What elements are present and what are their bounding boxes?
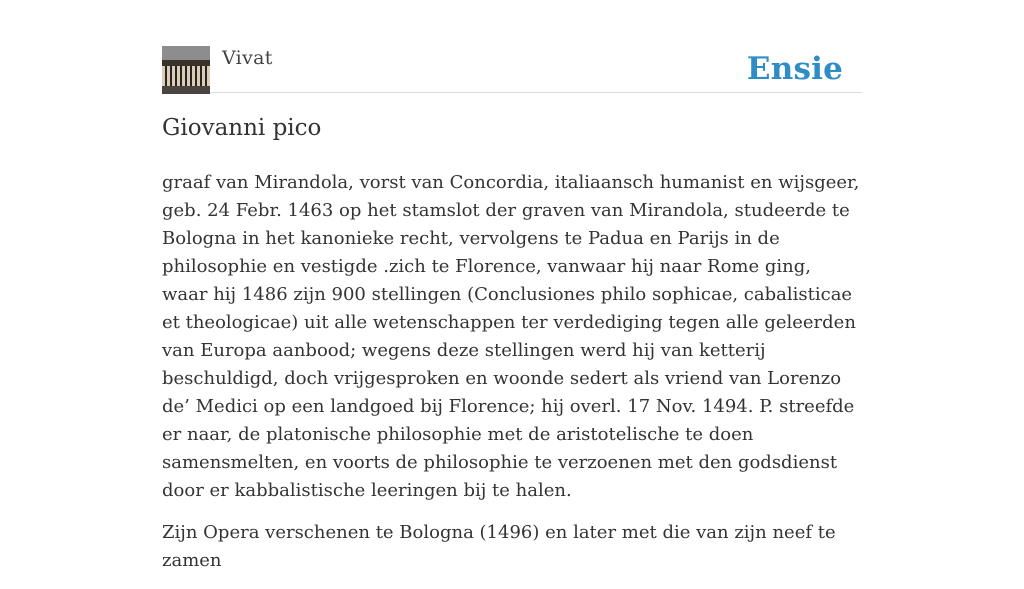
article-paragraph: graaf van Mirandola, vorst van Concordia, italiaansch humanist en wijsgeer, geb. 24 Febr. 1463 op het stamslot der graven van Mirandola, studeerde te Bologna in het kanonieke recht, vervolgens te Padua en Parijs in de philosophie en vestigde .zich te Florence, vanwaar hij naar Rome ging, waar hij 1486 zijn 900 stellingen (Conclusiones philo sophicae, cabalisticae et theologicae) uit alle wetenschappen ter verdediging tegen alle geleerden van Europa aanbood; wegens deze stellingen werd hij van ketterij beschuldigd, doch vrijgesproken en woonde sedert als vriend van Lorenzo de’ Medici op een landgoed bij Florence; hij overl. 17 Nov. 1494. P. streefde er naar, de platonische philosophie met de aristotelische te doen samensmelten, en voorts de philosophie te verzoenen met den godsdienst door er kabbalistische leeringen bij te halen. xyxy=(162,172,860,501)
avatar-image xyxy=(162,46,210,94)
article-body xyxy=(162,169,862,589)
header xyxy=(162,46,862,93)
author-avatar[interactable] xyxy=(162,46,210,94)
author-name[interactable]: Vivat xyxy=(222,47,273,69)
article-paragraph: Zijn Opera verschenen te Bologna (1496) en later met die van zijn neef te zamen xyxy=(162,522,836,571)
article-title: Giovanni pico xyxy=(162,115,322,141)
brand-logo[interactable]: Ensie xyxy=(746,51,843,87)
